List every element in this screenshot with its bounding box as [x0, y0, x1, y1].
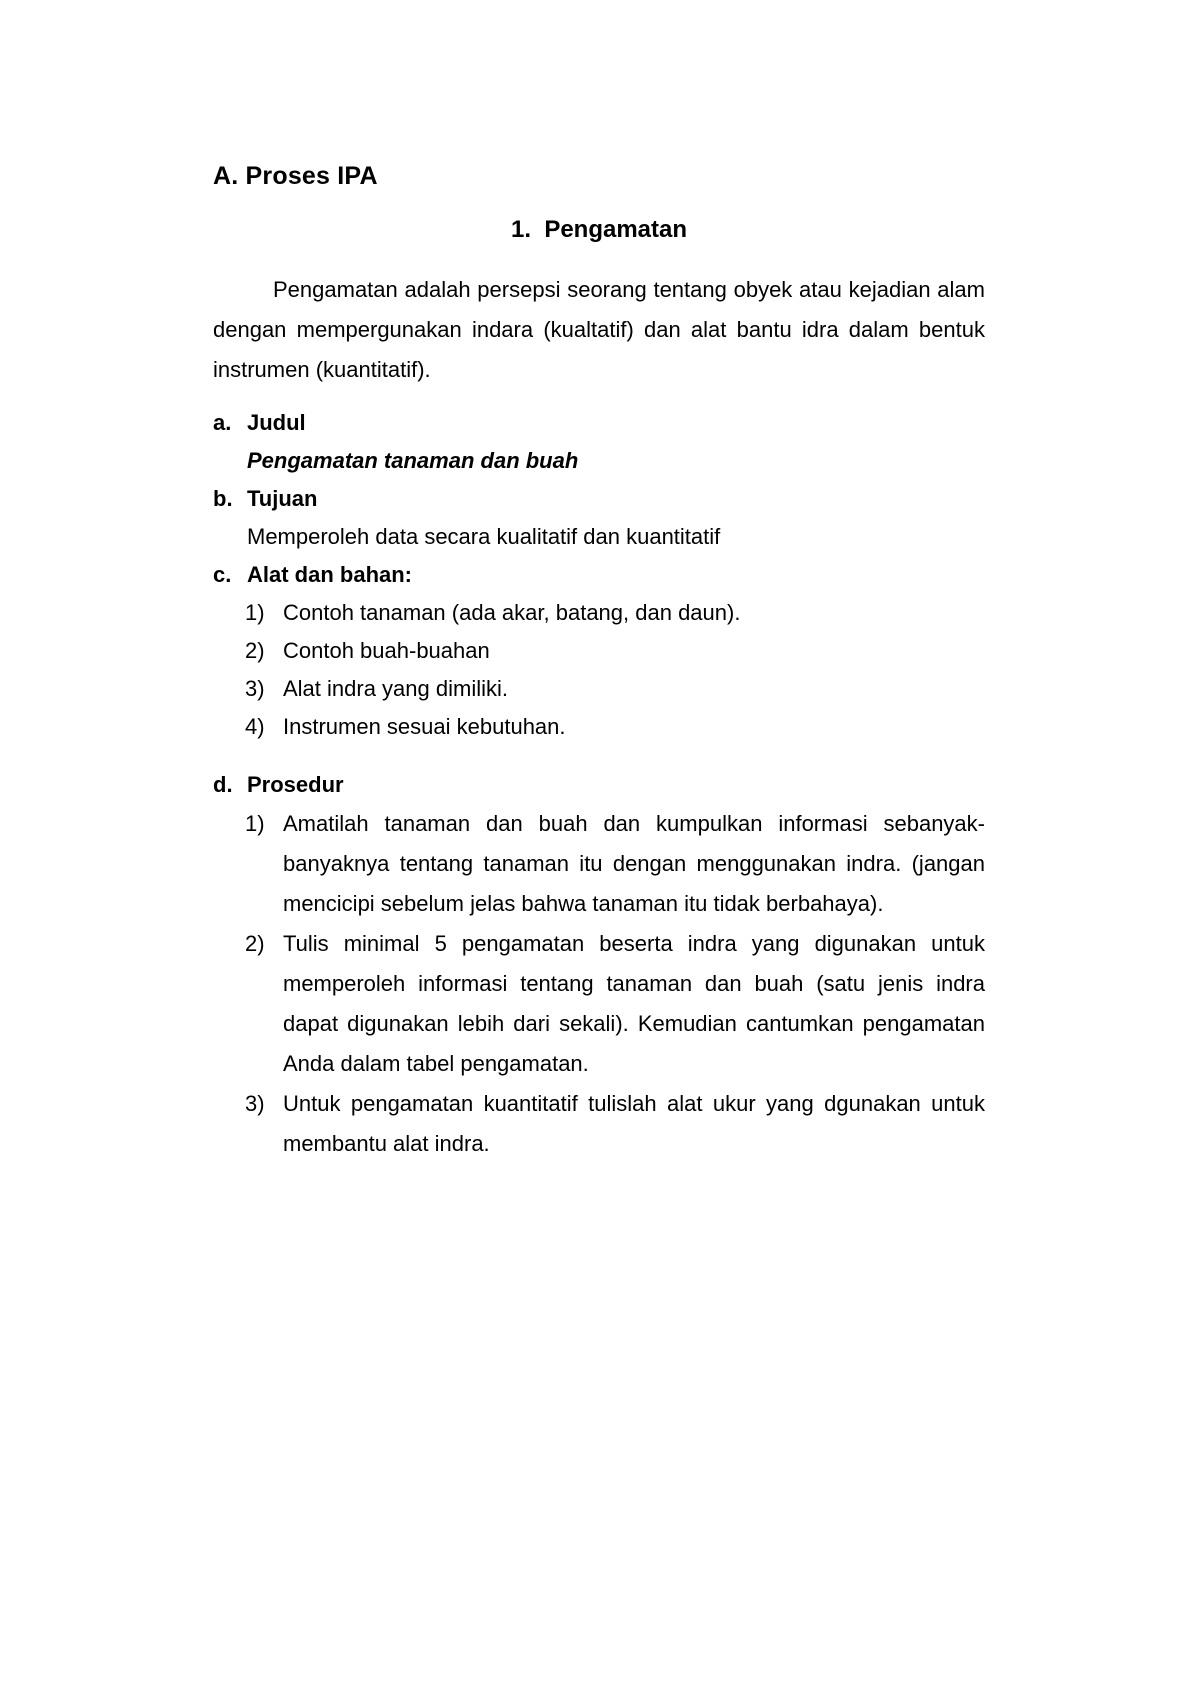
prosedur-step	[245, 1084, 985, 1164]
list-item-prosedur	[213, 766, 985, 804]
item-label-prosedur: Prosedur	[247, 772, 344, 797]
item-label-tujuan: Tujuan	[247, 486, 318, 511]
alat-item-text: Contoh buah-buahan	[283, 638, 490, 663]
list-item-judul	[213, 404, 985, 442]
item-number: 2)	[245, 638, 265, 663]
prosedur-step-text: Amatilah tanaman dan buah dan kumpulkan informasi sebanyak-banyaknya tentang tanaman itu dengan menggunakan indra. (jangan mencicipi sebelum jelas bahwa tanaman itu tidak berbahaya).	[283, 811, 985, 916]
item-marker-spacer	[213, 442, 247, 480]
item-number: 1)	[245, 600, 265, 625]
alat-list-item	[245, 670, 985, 708]
alat-list-item	[245, 708, 985, 746]
list-item-tujuan	[213, 480, 985, 518]
item-marker-d: d.	[213, 772, 233, 797]
alat-item-text: Instrumen sesuai kebutuhan.	[283, 714, 566, 739]
item-marker-a: a.	[213, 410, 232, 435]
item-number: 3)	[245, 676, 265, 701]
section-heading: A. Proses IPA	[213, 162, 378, 190]
alat-list-item	[245, 632, 985, 670]
item-number: 4)	[245, 714, 265, 739]
step-number: 2)	[245, 931, 265, 956]
outline-list	[213, 404, 985, 746]
item-marker-c: c.	[213, 562, 232, 587]
list-item-alat-bahan	[213, 556, 985, 594]
prosedur-step-text: Tulis minimal 5 pengamatan beserta indra yang digunakan untuk memperoleh informasi tentang tanaman dan buah (satu jenis indra dapat digunakan lebih dari sekali). Kemudian cantumkan pengamatan Anda dalam tabel pengamatan.	[283, 931, 985, 1076]
tujuan-body-text: Memperoleh data secara kualitatif dan kuantitatif	[247, 524, 721, 549]
prosedur-step	[245, 924, 985, 1084]
alat-item-text: Alat indra yang dimiliki.	[283, 676, 508, 701]
list-item-tujuan-body	[213, 518, 985, 556]
intro-paragraph: Pengamatan adalah persepsi seorang tentang obyek atau kejadian alam dengan mempergunakan indara (kualtatif) dan alat bantu idra dalam bentuk instrumen (kuantitatif).	[213, 277, 985, 382]
item-label-judul: Judul	[247, 410, 306, 435]
step-number: 3)	[245, 1091, 265, 1116]
alat-item-text: Contoh tanaman (ada akar, batang, dan daun).	[283, 600, 741, 625]
judul-title-text: Pengamatan tanaman dan buah	[247, 448, 579, 473]
subsection-heading: 1. Pengamatan	[510, 216, 688, 243]
alat-list-item	[245, 594, 985, 632]
item-marker-b: b.	[213, 486, 233, 511]
step-number: 1)	[245, 811, 265, 836]
prosedur-step	[245, 804, 985, 924]
item-label-alat-bahan: Alat dan bahan:	[247, 562, 413, 587]
list-item-judul-body	[213, 442, 985, 480]
prosedur-section	[213, 766, 985, 1164]
item-marker-spacer	[213, 518, 247, 556]
prosedur-step-text: Untuk pengamatan kuantitatif tulislah alat ukur yang dgunakan untuk membantu alat indra.	[283, 1091, 985, 1156]
